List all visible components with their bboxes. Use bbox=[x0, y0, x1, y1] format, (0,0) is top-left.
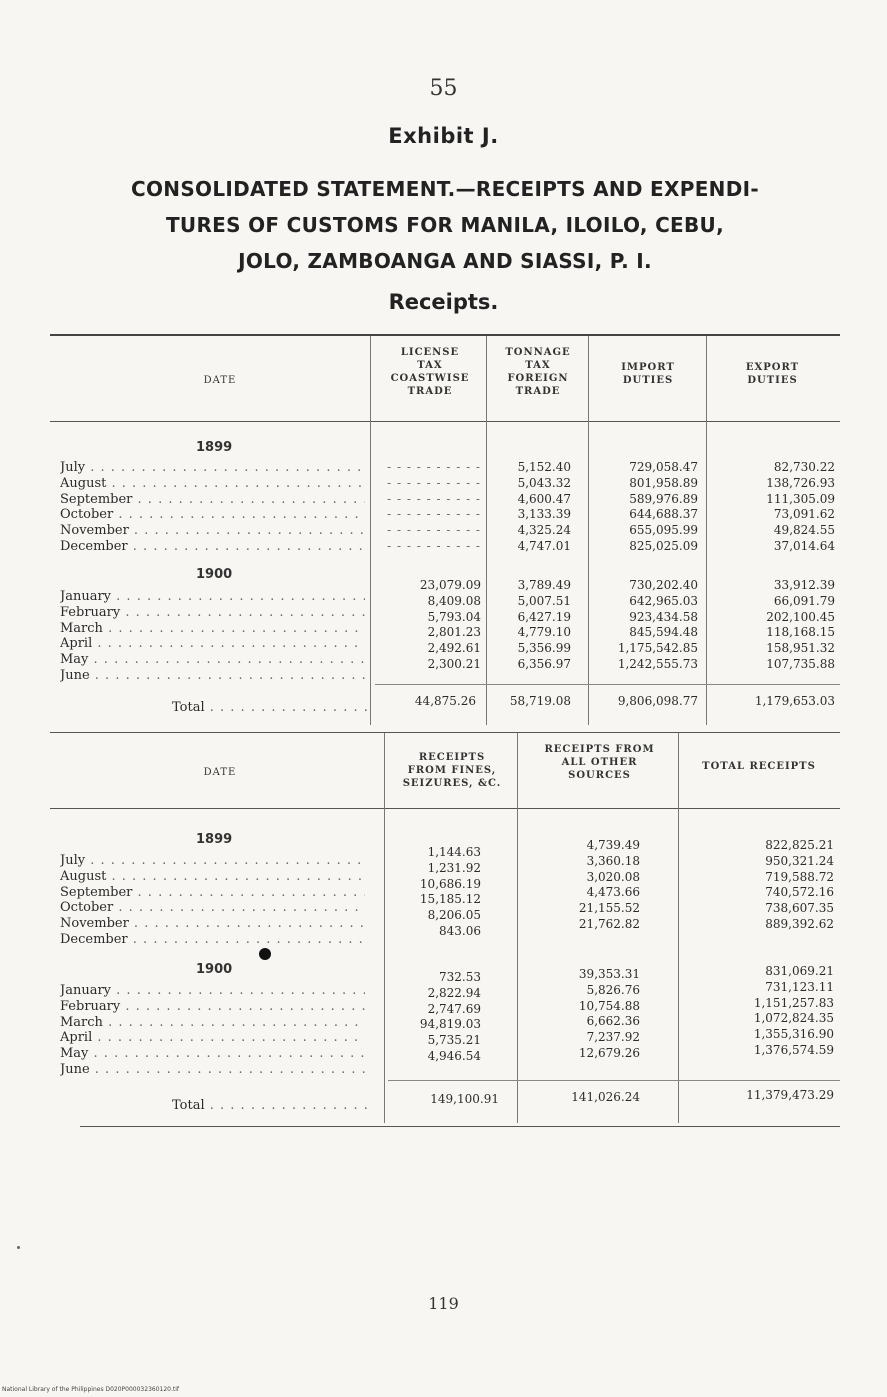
month-label: March . . . bbox=[60, 621, 365, 637]
table-cell: 730,202.40 bbox=[629, 578, 698, 592]
month-label: July . . . bbox=[60, 460, 365, 476]
table2-header-total: TOTAL RECEIPTS bbox=[702, 761, 816, 772]
month-label: June . . . bbox=[60, 668, 365, 684]
table-cell: 12,679.26 bbox=[578, 1045, 640, 1060]
table-cell: 731,123.11 bbox=[765, 979, 834, 994]
table-cell: 5,356.99 bbox=[517, 641, 571, 656]
table1-header-tonnage: TONNAGE TAX FOREIGN TRADE bbox=[505, 347, 571, 397]
month-label: January . . . bbox=[60, 589, 365, 605]
total-tonnage: 58,719.08 bbox=[509, 694, 571, 708]
month-label: April . . . bbox=[60, 1030, 365, 1046]
table-cell: 66,091.79 bbox=[773, 593, 835, 608]
table-cell: 10,754.88 bbox=[578, 998, 640, 1013]
month-label: May . . . bbox=[60, 1046, 365, 1062]
table-cell: 3,020.08 bbox=[586, 869, 640, 884]
total-receipts-column bbox=[684, 838, 834, 933]
table-cell: 15,185.12 bbox=[419, 892, 481, 907]
table-cell: 6,427.19 bbox=[517, 609, 571, 624]
table-cell: 644,688.37 bbox=[629, 507, 698, 522]
table-cell: 740,572.16 bbox=[765, 885, 834, 900]
table-cell: 732.53 bbox=[439, 970, 481, 984]
heading-line-3: JOLO, ZAMBOANGA AND SIASSI, P. I. bbox=[238, 249, 652, 273]
month-label: November . . . bbox=[60, 523, 365, 539]
table-cell: 729,058.47 bbox=[629, 460, 698, 474]
month-label: August . . . bbox=[60, 869, 365, 885]
table-cell: 49,824.55 bbox=[773, 523, 835, 538]
table2-header-fines: RECEIPTS FROM FINES, SEIZURES, &C. bbox=[402, 752, 502, 789]
table-cell: 2,747.69 bbox=[427, 1001, 481, 1016]
other-sources-column bbox=[522, 967, 640, 1062]
empty-cell: - - - - - - - - - - bbox=[387, 460, 481, 474]
empty-cell: - - - - - - - - - - bbox=[387, 523, 481, 538]
table-cell: 4,946.54 bbox=[427, 1048, 481, 1063]
table-cell: 21,762.82 bbox=[578, 916, 640, 931]
month-label: October . . . bbox=[60, 507, 365, 523]
table-cell: 1,072,824.35 bbox=[753, 1011, 834, 1026]
table-cell: 2,300.21 bbox=[427, 656, 481, 671]
total-label: Total . . . bbox=[172, 1098, 367, 1113]
month-label: January . . . bbox=[60, 983, 365, 999]
month-label: September . . . bbox=[60, 885, 365, 901]
table-cell: 138,726.93 bbox=[766, 475, 835, 490]
table-cell: 5,152.40 bbox=[517, 460, 571, 474]
export-duties-column bbox=[710, 578, 835, 673]
total-label: Total . . . bbox=[172, 700, 367, 715]
table2-bottom-rule bbox=[80, 1126, 840, 1127]
year-label: 1900 bbox=[196, 962, 233, 977]
table-cell: 21,155.52 bbox=[578, 901, 640, 916]
month-label: December . . . bbox=[60, 539, 365, 555]
table-cell: 4,779.10 bbox=[517, 625, 571, 640]
license-tax-column bbox=[375, 460, 481, 555]
table-cell: 719,588.72 bbox=[765, 869, 834, 884]
month-label: April . . . bbox=[60, 636, 365, 652]
table-cell: 33,912.39 bbox=[773, 578, 835, 592]
table1-divider bbox=[486, 336, 487, 725]
table-cell: 2,801.23 bbox=[427, 625, 481, 640]
table-cell: 158,951.32 bbox=[766, 641, 835, 656]
tonnage-tax-column bbox=[490, 460, 571, 555]
table2-divider bbox=[384, 733, 385, 1123]
table-cell: 8,206.05 bbox=[427, 908, 481, 923]
exhibit-title: Exhibit J. bbox=[388, 124, 499, 148]
table-cell: 1,144.63 bbox=[427, 845, 481, 859]
table1-divider bbox=[706, 336, 707, 725]
table-cell: 111,305.09 bbox=[766, 491, 835, 506]
total-receipts-column bbox=[684, 964, 834, 1059]
table-cell: 1,175,542.85 bbox=[617, 641, 698, 656]
table-cell: 6,356.97 bbox=[517, 656, 571, 671]
table-cell: 5,043.32 bbox=[517, 475, 571, 490]
table-cell: 2,492.61 bbox=[427, 641, 481, 656]
table2-divider bbox=[678, 733, 679, 1123]
table-cell: 4,600.47 bbox=[517, 491, 571, 506]
table-cell: 8,409.08 bbox=[427, 593, 481, 608]
month-list bbox=[60, 853, 365, 948]
table-cell: 5,826.76 bbox=[586, 982, 640, 997]
month-label: March . . . bbox=[60, 1015, 365, 1031]
table-cell: 1,151,257.83 bbox=[753, 995, 834, 1010]
table1-header-rule bbox=[50, 421, 840, 422]
table1-header-export: EXPORT DUTIES bbox=[745, 362, 800, 386]
table-cell: 1,242,555.73 bbox=[617, 656, 698, 671]
table1-header-date: DATE bbox=[203, 375, 237, 386]
table-cell: 10,686.19 bbox=[419, 876, 481, 891]
total-other-sources: 141,026.24 bbox=[571, 1090, 640, 1104]
table-cell: 950,321.24 bbox=[765, 853, 834, 868]
month-label: July . . . bbox=[60, 853, 365, 869]
total-fines: 149,100.91 bbox=[430, 1092, 499, 1106]
month-list bbox=[60, 460, 365, 555]
tonnage-tax-column bbox=[490, 578, 571, 673]
table-cell: 642,965.03 bbox=[629, 593, 698, 608]
fines-column bbox=[388, 970, 481, 1065]
month-list bbox=[60, 589, 365, 684]
heading-line-2: TURES OF CUSTOMS FOR MANILA, ILOILO, CEBU, bbox=[165, 213, 724, 237]
month-label: September . . . bbox=[60, 492, 365, 508]
table-cell: 843.06 bbox=[439, 923, 481, 938]
total-receipts: 11,379,473.29 bbox=[746, 1088, 834, 1102]
table-cell: 738,607.35 bbox=[765, 901, 834, 916]
export-duties-column bbox=[710, 460, 835, 555]
month-label: November . . . bbox=[60, 916, 365, 932]
table-cell: 889,392.62 bbox=[765, 916, 834, 931]
table-cell: 118,168.15 bbox=[766, 625, 835, 640]
total-import: 9,806,098.77 bbox=[617, 694, 698, 708]
section-subtitle: Receipts. bbox=[388, 290, 499, 314]
import-duties-column bbox=[592, 460, 698, 555]
stray-mark bbox=[17, 1246, 20, 1249]
table-cell: 4,473.66 bbox=[586, 885, 640, 900]
table-cell: 7,237.92 bbox=[586, 1030, 640, 1045]
empty-cell: - - - - - - - - - - bbox=[387, 538, 481, 553]
table1-subtotal-rule bbox=[375, 684, 840, 685]
table2-header-rule bbox=[50, 808, 840, 809]
total-export: 1,179,653.03 bbox=[754, 694, 835, 708]
fines-column bbox=[388, 845, 481, 940]
ink-blot bbox=[259, 948, 271, 960]
table-cell: 1,231.92 bbox=[427, 860, 481, 875]
table-cell: 1,376,574.59 bbox=[753, 1042, 834, 1057]
table-cell: 202,100.45 bbox=[766, 609, 835, 624]
table1-divider bbox=[588, 336, 589, 725]
table2-divider bbox=[517, 733, 518, 1123]
footer-page-number: 119 bbox=[428, 1294, 459, 1313]
year-label: 1900 bbox=[196, 567, 233, 582]
year-label: 1899 bbox=[196, 832, 233, 847]
table-cell: 1,355,316.90 bbox=[753, 1027, 834, 1042]
month-label: February . . . bbox=[60, 999, 365, 1015]
month-label: December . . . bbox=[60, 932, 365, 948]
table-cell: 5,007.51 bbox=[517, 593, 571, 608]
table-cell: 589,976.89 bbox=[629, 491, 698, 506]
table-cell: 4,325.24 bbox=[517, 523, 571, 538]
table-cell: 822,825.21 bbox=[765, 838, 834, 852]
table-cell: 2,822.94 bbox=[427, 985, 481, 1000]
table-cell: 5,735.21 bbox=[427, 1033, 481, 1048]
month-label: August . . . bbox=[60, 476, 365, 492]
scan-credit: National Library of the Philippines D020P000032360120.tif bbox=[2, 1386, 180, 1393]
table-cell: 923,434.58 bbox=[629, 609, 698, 624]
table2-top-rule bbox=[50, 732, 840, 733]
table-cell: 3,360.18 bbox=[586, 853, 640, 868]
empty-cell: - - - - - - - - - - bbox=[387, 475, 481, 490]
table1-header-license: LICENSE TAX COASTWISE TRADE bbox=[390, 347, 470, 397]
empty-cell: - - - - - - - - - - bbox=[387, 491, 481, 506]
total-license: 44,875.26 bbox=[414, 694, 476, 708]
table-cell: 73,091.62 bbox=[773, 507, 835, 522]
empty-cell: - - - - - - - - - - bbox=[387, 507, 481, 522]
table-cell: 4,739.49 bbox=[586, 838, 640, 852]
table-cell: 4,747.01 bbox=[517, 538, 571, 553]
table-cell: 655,095.99 bbox=[629, 523, 698, 538]
page-number: 55 bbox=[429, 76, 458, 101]
table-cell: 831,069.21 bbox=[765, 964, 834, 978]
month-label: June . . . bbox=[60, 1062, 365, 1078]
year-label: 1899 bbox=[196, 440, 233, 455]
month-label: May . . . bbox=[60, 652, 365, 668]
other-sources-column bbox=[522, 838, 640, 933]
table2-subtotal-rule bbox=[388, 1080, 840, 1081]
table-cell: 107,735.88 bbox=[766, 656, 835, 671]
heading-line-1: CONSOLIDATED STATEMENT.—RECEIPTS AND EXPENDI- bbox=[131, 177, 759, 201]
table-cell: 82,730.22 bbox=[773, 460, 835, 474]
month-list bbox=[60, 983, 365, 1078]
table-cell: 39,353.31 bbox=[578, 967, 640, 981]
table-cell: 37,014.64 bbox=[773, 538, 835, 553]
license-tax-column bbox=[375, 578, 481, 673]
table-cell: 801,958.89 bbox=[629, 475, 698, 490]
month-label: February . . . bbox=[60, 605, 365, 621]
table-cell: 23,079.09 bbox=[419, 578, 481, 592]
table1-header-import: IMPORT DUTIES bbox=[621, 362, 675, 386]
table1-top-rule bbox=[50, 334, 840, 336]
table2-header-date: DATE bbox=[203, 767, 237, 778]
table-cell: 825,025.09 bbox=[629, 538, 698, 553]
table-cell: 94,819.03 bbox=[419, 1017, 481, 1032]
table-cell: 6,662.36 bbox=[586, 1014, 640, 1029]
table-cell: 3,789.49 bbox=[517, 578, 571, 592]
table-cell: 845,594.48 bbox=[629, 625, 698, 640]
table1-divider bbox=[370, 336, 371, 725]
import-duties-column bbox=[592, 578, 698, 673]
month-label: October . . . bbox=[60, 900, 365, 916]
table-cell: 3,133.39 bbox=[517, 507, 571, 522]
table-cell: 5,793.04 bbox=[427, 609, 481, 624]
table2-header-other: RECEIPTS FROM ALL OTHER SOURCES bbox=[544, 744, 655, 781]
